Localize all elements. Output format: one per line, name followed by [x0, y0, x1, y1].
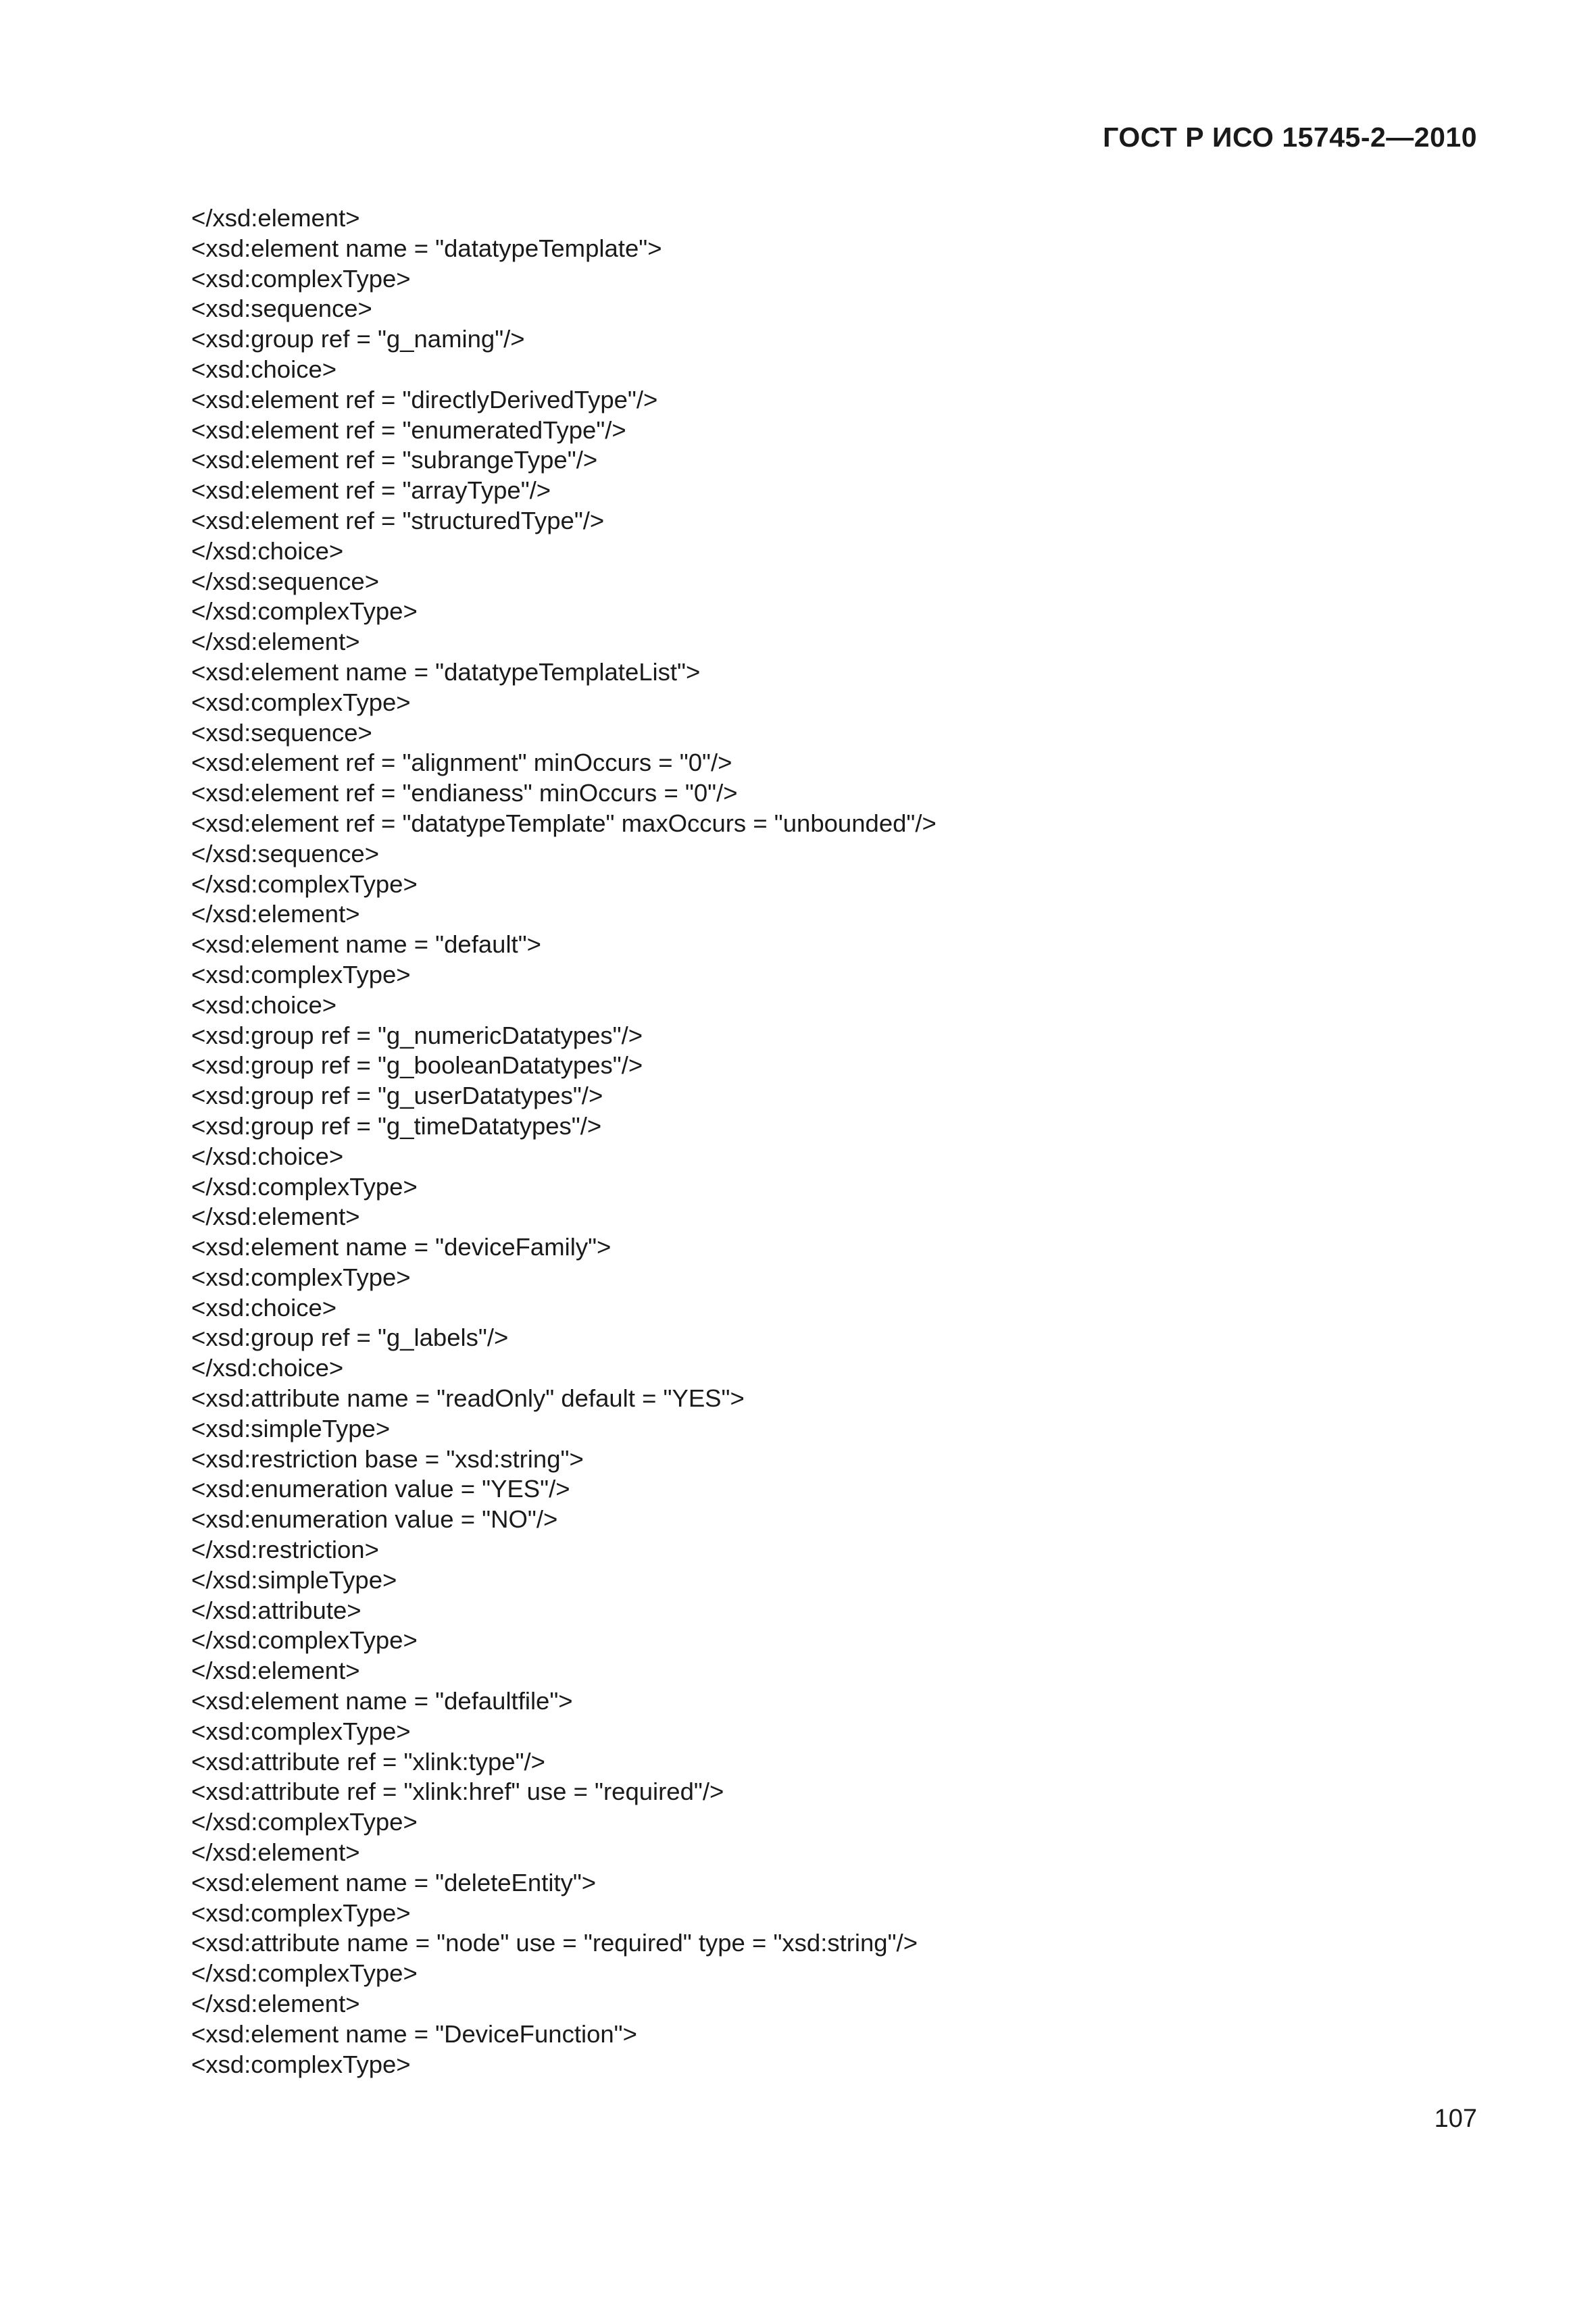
code-line: </xsd:sequence> [191, 567, 380, 595]
code-line: <xsd:enumeration value = "YES"/> [191, 1475, 570, 1503]
code-line: <xsd:sequence> [191, 718, 372, 747]
code-line: <xsd:group ref = "g_labels"/> [191, 1324, 509, 1352]
code-line: <xsd:choice> [191, 1293, 337, 1322]
code-line: <xsd:element ref = "subrangeType"/> [191, 446, 598, 474]
code-line: </xsd:element> [191, 900, 360, 928]
xsd-code-listing [191, 203, 1475, 2080]
code-line: <xsd:element ref = "enumeratedType"/> [191, 416, 626, 444]
code-line: <xsd:choice> [191, 990, 337, 1019]
code-line: </xsd:choice> [191, 1142, 344, 1170]
code-line: <xsd:complexType> [191, 264, 411, 293]
code-line: <xsd:group ref = "g_naming"/> [191, 325, 525, 353]
code-line: <xsd:complexType> [191, 1263, 411, 1291]
code-line: <xsd:complexType> [191, 1717, 411, 1745]
code-line: </xsd:complexType> [191, 870, 418, 898]
code-line: </xsd:element> [191, 1203, 360, 1231]
code-line: <xsd:element name = "deleteEntity"> [191, 1868, 597, 1896]
code-line: <xsd:element name = "deviceFamily"> [191, 1233, 612, 1261]
code-line: </xsd:element> [191, 628, 360, 656]
code-line: </xsd:complexType> [191, 597, 418, 626]
document-header: ГОСТ Р ИСО 15745-2—2010 [1103, 122, 1477, 153]
code-line: <xsd:attribute name = "node" use = "required" type = "xsd:string"/> [191, 1929, 918, 1957]
code-line: <xsd:complexType> [191, 1898, 411, 1927]
code-line: <xsd:complexType> [191, 960, 411, 988]
code-line: </xsd:choice> [191, 1354, 344, 1382]
code-line: <xsd:element ref = "endianess" minOccurs = "0"/> [191, 779, 738, 807]
code-line: <xsd:choice> [191, 355, 337, 383]
code-line: </xsd:element> [191, 1657, 360, 1685]
code-line: <xsd:attribute ref = "xlink:href" use = "required"/> [191, 1778, 724, 1806]
code-line: <xsd:group ref = "g_userDatatypes"/> [191, 1082, 603, 1110]
code-line: </xsd:complexType> [191, 1172, 418, 1201]
code-line: </xsd:simpleType> [191, 1565, 397, 1594]
code-line: </xsd:complexType> [191, 1626, 418, 1655]
code-line: <xsd:complexType> [191, 688, 411, 716]
code-line: <xsd:enumeration value = "NO"/> [191, 1505, 558, 1534]
code-line: </xsd:sequence> [191, 839, 380, 867]
code-line: </xsd:restriction> [191, 1536, 379, 1564]
code-line: <xsd:element name = "default"> [191, 930, 541, 959]
code-line: <xsd:simpleType> [191, 1414, 391, 1442]
code-line: <xsd:complexType> [191, 2050, 411, 2078]
code-line: </xsd:attribute> [191, 1596, 361, 1624]
page-number: 107 [1434, 2105, 1477, 2133]
code-line: <xsd:element ref = "datatypeTemplate" maxOccurs = "unbounded"/> [191, 809, 937, 837]
code-line: <xsd:element ref = "alignment" minOccurs = "0"/> [191, 749, 732, 777]
code-line: <xsd:element name = "DeviceFunction"> [191, 2019, 637, 2048]
code-line: </xsd:element> [191, 204, 360, 232]
code-line: <xsd:sequence> [191, 295, 372, 323]
code-line: <xsd:element ref = "arrayType"/> [191, 476, 551, 505]
code-line: </xsd:complexType> [191, 1808, 418, 1836]
code-line: <xsd:element name = "defaultfile"> [191, 1687, 573, 1715]
code-line: </xsd:element> [191, 1990, 360, 2018]
code-line: <xsd:element ref = "structuredType"/> [191, 506, 605, 534]
code-line: <xsd:group ref = "g_timeDatatypes"/> [191, 1111, 602, 1140]
code-line: <xsd:restriction base = "xsd:string"> [191, 1444, 584, 1473]
code-line: </xsd:choice> [191, 536, 344, 565]
code-line: <xsd:group ref = "g_booleanDatatypes"/> [191, 1051, 643, 1080]
code-line: </xsd:element> [191, 1838, 360, 1867]
code-line: <xsd:attribute ref = "xlink:type"/> [191, 1747, 545, 1776]
code-line: </xsd:complexType> [191, 1959, 418, 1988]
code-line: <xsd:attribute name = "readOnly" default = "YES"> [191, 1384, 745, 1413]
code-line: <xsd:group ref = "g_numericDatatypes"/> [191, 1021, 643, 1049]
code-line: <xsd:element ref = "directlyDerivedType"/> [191, 385, 658, 413]
code-line: <xsd:element name = "datatypeTemplateList"> [191, 657, 701, 686]
code-line: <xsd:element name = "datatypeTemplate"> [191, 234, 662, 262]
